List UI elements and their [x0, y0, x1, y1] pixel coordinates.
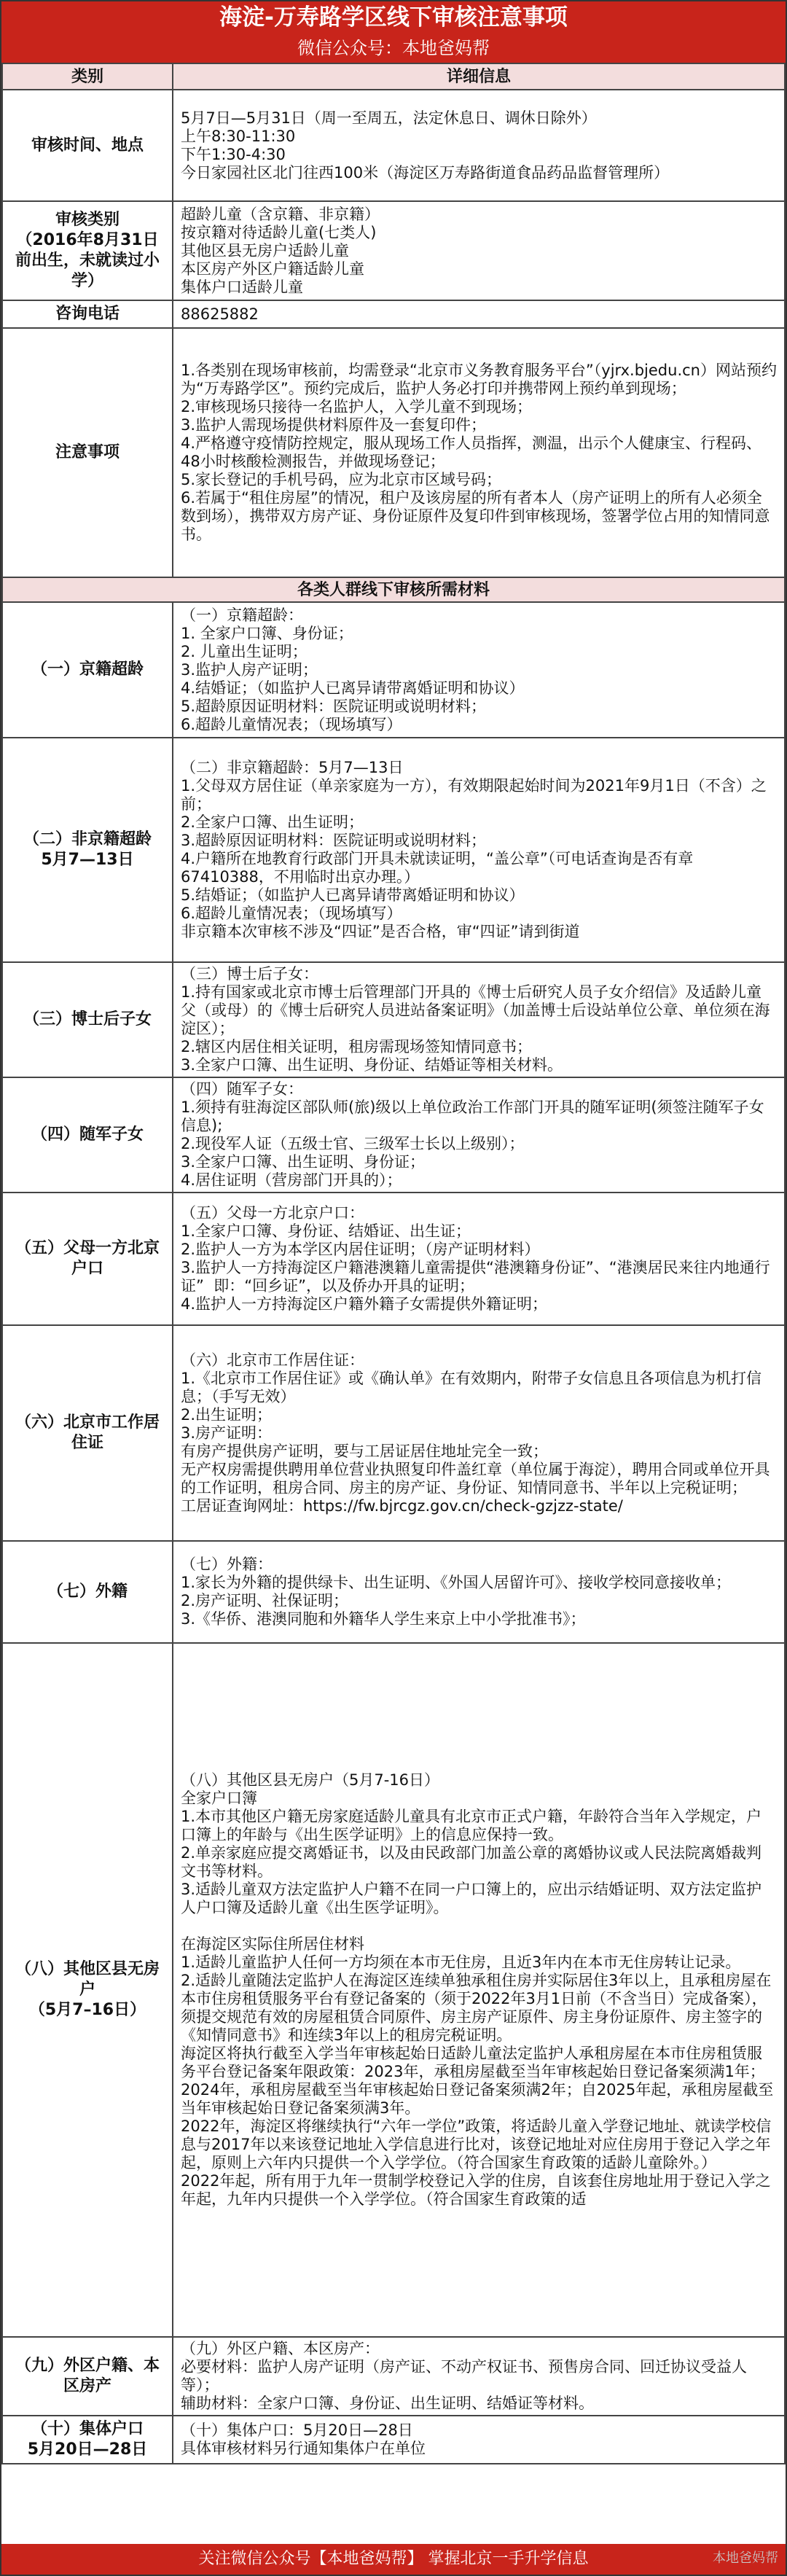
table-row — [2, 90, 785, 201]
group-category: （八）其他区县无房户 （5月7–16日） — [2, 1643, 173, 2337]
row-detail — [173, 300, 785, 328]
detail-line: 在海淀区实际住所居住材料 — [181, 1935, 364, 1953]
group-category: （六）北京市工作居住证 — [2, 1325, 173, 1541]
detail-line: 1.本市其他区户籍无房家庭适龄儿童具有北京市正式户籍，年龄符合当年入学规定，户口簿上的年龄与《出生医学证明》上的信息应保持一致。 — [181, 1808, 762, 1843]
detail-line: 5.超龄原因证明材料：医院证明或说明材料； — [181, 697, 487, 715]
column-header-category: 类别 — [2, 63, 173, 90]
detail-line: 5.家长登记的手机号码，应为北京市区域号码； — [181, 471, 502, 488]
detail-line: 2.出生证明； — [181, 1405, 273, 1424]
detail-line: 1.各类别在现场审核前，均需登录“北京市义务教育服务平台”（yjrx.bjedu.cn）网站预约为“万寿路学区”。预约完成后，监护人务必打印并携带网上预约单到现场； — [181, 362, 777, 397]
row-category: 审核时间、地点 — [2, 90, 173, 201]
group-category: （三）博士后子女 — [2, 962, 173, 1077]
group-category: （十）集体户口 5月20日—28日 — [2, 2416, 173, 2464]
group-category: （九）外区户籍、本区房产 — [2, 2337, 173, 2416]
detail-line: （八）其他区县无房户（5月7-16日） — [181, 1771, 440, 1789]
detail-line: 4.居住证明（营房部门开具的）； — [181, 1171, 402, 1189]
group-category: （二）非京籍超龄 5月7—13日 — [2, 738, 173, 962]
detail-line: 1.适龄儿童监护人任何一方均须在本市无住房，且近3年内在本市无住房转让记录。 — [181, 1954, 741, 1971]
detail-line — [181, 1917, 777, 1935]
detail-line: 1.须持有驻海淀区部队师(旅)级以上单位政治工作部门开具的随军证明(须签注随军子女信息); — [181, 1098, 764, 1134]
detail-line: 1.家长为外籍的提供绿卡、出生证明、《外国人居留许可》、接收学校同意接收单； — [181, 1574, 732, 1591]
detail-line: （五）父母一方北京户口： — [181, 1204, 364, 1222]
detail-line: 6.超龄儿童情况表；（现场填写） — [181, 715, 402, 733]
detail-line: 2.全家户口簿、出生证明； — [181, 813, 364, 831]
watermark: 本地爸妈帮 — [713, 2550, 778, 2566]
row-category: 注意事项 — [2, 328, 173, 577]
detail-line: 3.《华侨、港澳同胞和外籍华人学生来京上中小学批准书》； — [181, 1610, 586, 1628]
detail-line: 88625882 — [181, 305, 259, 323]
detail-line: （七）外籍： — [181, 1556, 273, 1573]
detail-line: 非京籍本次审核不涉及“四证”是否合格，审“四证”请到街道 — [181, 923, 580, 940]
row-category: 审核类别 （2016年8月31日前出生，未就读过小学） — [2, 201, 173, 300]
table-row — [2, 738, 785, 962]
detail-line: 4.严格遵守疫情防控规定，服从现场工作人员指挥，测温，出示个人健康宝、行程码、48小时核酸检测报告，并做现场登记； — [181, 434, 762, 470]
detail-line: 6.超龄儿童情况表；（现场填写） — [181, 905, 402, 922]
detail-line: 必要材料：监护人房产证明（房产证、不动产权证书、预售房合同、回迁协议受益人等）； — [181, 2358, 747, 2394]
table-row — [2, 1077, 785, 1193]
detail-line: 2.适龄儿童随法定监护人在海淀区连续单独承租住房并实际居住3年以上，且承租房屋在本市住房租赁服务平台有登记备案的（须于2022年3月1日前（不含当日）完成备案），须提交规范有效的房屋租赁合同原件、房主房产证原件、房主身份证原件、房主签字的《知情同意书》和连续3年以上的租房完税证明。 — [181, 1972, 772, 2044]
table-row — [2, 1193, 785, 1325]
column-header-detail: 详细信息 — [173, 63, 785, 90]
table-row — [2, 1643, 785, 2337]
detail-line: 2. 儿童出生证明； — [181, 642, 308, 660]
group-detail — [173, 1325, 785, 1541]
notice-table — [1, 63, 786, 2464]
table-row — [2, 328, 785, 577]
detail-line: 2.单亲家庭应提交离婚证书，以及由民政部门加盖公章的离婚协议或人民法院离婚裁判文书等材料。 — [181, 1844, 762, 1880]
detail-line: 5月7日—5月31日（周一至周五，法定休息日、调休日除外） — [181, 109, 597, 127]
page-title: 海淀-万寿路学区线下审核注意事项 — [1, 1, 786, 34]
detail-line: 海淀区将执行截至入学当年审核起始日适龄儿童法定监护人承租房屋在本市住房租赁服务平台登记备案年限政策：2023年，承租房屋截至当年审核起始日登记备案须满1年；2024年，承租房屋截至当年审核起始日登记备案须满2年；自2025年起，承租房屋截至当年审核起始日登记备案须满3年。 — [181, 2045, 774, 2117]
group-detail — [173, 962, 785, 1077]
footer-banner: 关注微信公众号【本地爸妈帮】 掌握北京一手升学信息 — [1, 2544, 786, 2575]
detail-line: 有房产提供房产证明，要与工居证居住地址完全一致； — [181, 1442, 548, 1460]
detail-line: 其他区县无房户适龄儿童 — [181, 241, 349, 259]
detail-line: 3.超龄原因证明材料：医院证明或说明材料； — [181, 832, 487, 849]
section-header-row — [2, 577, 785, 602]
table-row — [2, 602, 785, 738]
group-detail — [173, 1541, 785, 1643]
group-detail — [173, 1643, 785, 2337]
detail-line: 2.辖区内居住相关证明，租房需现场签知情同意书； — [181, 1038, 533, 1055]
detail-line: 按京籍对待适龄儿童(七类人) — [181, 223, 377, 241]
group-category: （五）父母一方北京户口 — [2, 1193, 173, 1325]
group-category: （一）京籍超龄 — [2, 602, 173, 738]
table-row — [2, 2416, 785, 2464]
group-detail — [173, 1193, 785, 1325]
table-row — [2, 2337, 785, 2416]
detail-line: 2022年，海淀区将继续执行“六年一学位”政策，将适龄儿童入学登记地址、就读学校信息与2017年以来该登记地址入学信息进行比对，该登记地址对应住房用于登记入学之年起，原则上六年内只提供一个入学学位。（符合国家生育政策的适龄儿童除外。） — [181, 2118, 772, 2171]
detail-line: 3.全家户口簿、出生证明、身份证； — [181, 1153, 426, 1171]
table-row — [2, 300, 785, 328]
detail-line: 3.监护人房产证明； — [181, 660, 318, 679]
table-row — [2, 962, 785, 1077]
detail-line: 1.全家户口簿、身份证、结婚证、出生证； — [181, 1222, 471, 1240]
detail-line: 全家户口簿 — [181, 1789, 257, 1807]
detail-line: 2.现役军人证（五级士官、三级军士长以上级别）； — [181, 1135, 525, 1152]
row-detail — [173, 328, 785, 577]
detail-line: 3.监护人需现场提供材料原件及一套复印件； — [181, 416, 487, 434]
detail-line: 3.全家户口簿、出生证明、身份证、结婚证等相关材料。 — [181, 1056, 563, 1074]
detail-line: 1.父母双方居住证（单亲家庭为一方），有效期限起始时间为2021年9月1日（不含）之前； — [181, 777, 767, 813]
detail-line: 3.房产证明： — [181, 1424, 273, 1442]
group-detail — [173, 2337, 785, 2416]
group-detail — [173, 1077, 785, 1193]
row-detail — [173, 90, 785, 201]
page-subtitle: 微信公众号：本地爸妈帮 — [1, 34, 786, 63]
table-row — [2, 1325, 785, 1541]
detail-line: 1.持有国家或北京市博士后管理部门开具的《博士后研究人员子女介绍信》及适龄儿童父（或母）的《博士后研究人员进站备案证明》（加盖博士后设站单位公章、单位须在海淀区）； — [181, 983, 770, 1037]
detail-line: 超龄儿童（含京籍、非京籍） — [181, 205, 380, 223]
detail-line: 具体审核材料另行通知集体户在单位 — [181, 2440, 426, 2457]
detail-line: 上午8:30-11:30 — [181, 127, 296, 145]
detail-line: （三）博士后子女： — [181, 965, 318, 983]
detail-line: 5.结婚证；（如监护人已离异请带离婚证明和协议） — [181, 886, 525, 904]
group-detail — [173, 2416, 785, 2464]
detail-line: 下午1:30-4:30 — [181, 145, 286, 163]
detail-line: 3.适龄儿童双方法定监护人户籍不在同一户口簿上的，应出示结婚证明、双方法定监护人户口簿及适龄儿童《出生医学证明》。 — [181, 1881, 762, 1916]
detail-line: 2.房产证明、社保证明； — [181, 1592, 349, 1609]
detail-line: 3.监护人一方持海淀区户籍港澳籍儿童需提供“港澳籍身份证”、“港澳居民来往内地通行证” 即：“回乡证”，以及侨办开具的证明； — [181, 1259, 770, 1295]
detail-line: （十）集体户口：5月20日—28日 — [181, 2421, 413, 2439]
detail-line: 4.户籍所在地教育行政部门开具未就读证明，“盖公章”（可电话查询是否有章67410388，不用临时出京办理。） — [181, 850, 694, 886]
detail-line: 2.审核现场只接待一名监护人，入学儿童不到现场； — [181, 398, 533, 415]
detail-line: （一）京籍超龄： — [181, 606, 303, 624]
group-category: （七）外籍 — [2, 1541, 173, 1643]
table-header-row — [2, 63, 785, 90]
section-title: 各类人群线下审核所需材料 — [2, 577, 785, 602]
detail-line: 工居证查询网址：https://fw.bjrcgz.gov.cn/check-gzjzz-state/ — [181, 1496, 623, 1515]
detail-line: 1. 全家户口簿、身份证； — [181, 624, 353, 642]
detail-line: 本区房产外区户籍适龄儿童 — [181, 259, 364, 278]
detail-line: 集体户口适龄儿童 — [181, 278, 303, 296]
detail-line: 4.结婚证；（如监护人已离异请带离婚证明和协议） — [181, 679, 525, 697]
detail-line: 1.《北京市工作居住证》或《确认单》在有效期内，附带子女信息且各项信息为机打信息；（手写无效） — [181, 1369, 762, 1405]
row-detail — [173, 201, 785, 300]
group-detail — [173, 738, 785, 962]
group-detail — [173, 602, 785, 738]
detail-line: 6.若属于“租住房屋”的情况，租户及该房屋的所有者本人（房产证明上的所有人必须全数到场），携带双方房产证、身份证原件及复印件到审核现场，签署学位占用的知情同意书。 — [181, 489, 770, 543]
detail-line: （四）随军子女： — [181, 1080, 303, 1098]
table-row — [2, 201, 785, 300]
detail-line: 辅助材料：全家户口簿、身份证、出生证明、结婚证等材料。 — [181, 2394, 594, 2412]
detail-line: 4.监护人一方持海淀区户籍外籍子女需提供外籍证明； — [181, 1295, 548, 1313]
detail-line: 无产权房需提供聘用单位营业执照复印件盖红章（单位属于海淀），聘用合同或单位开具的工作证明，租房合同、房主的房产证、身份证、知情同意书、半年以上完税证明； — [181, 1460, 770, 1496]
group-category: （四）随军子女 — [2, 1077, 173, 1193]
detail-line: （九）外区户籍、本区房产： — [181, 2340, 380, 2357]
detail-line: 2.监护人一方为本学区内居住证明；（房产证明材料） — [181, 1241, 540, 1258]
detail-line: （六）北京市工作居住证： — [181, 1351, 364, 1369]
detail-line: （二）非京籍超龄：5月7—13日 — [181, 759, 404, 776]
detail-line: 2022年起，所有用于九年一贯制学校登记入学的住房，自该套住房地址用于登记入学之年起，九年内只提供一个入学学位。（符合国家生育政策的适 — [181, 2172, 771, 2208]
table-row — [2, 1541, 785, 1643]
detail-line: 今日家园社区北门往西100米（海淀区万寿路街道食品药品监督管理所） — [181, 163, 670, 182]
row-category: 咨询电话 — [2, 300, 173, 328]
